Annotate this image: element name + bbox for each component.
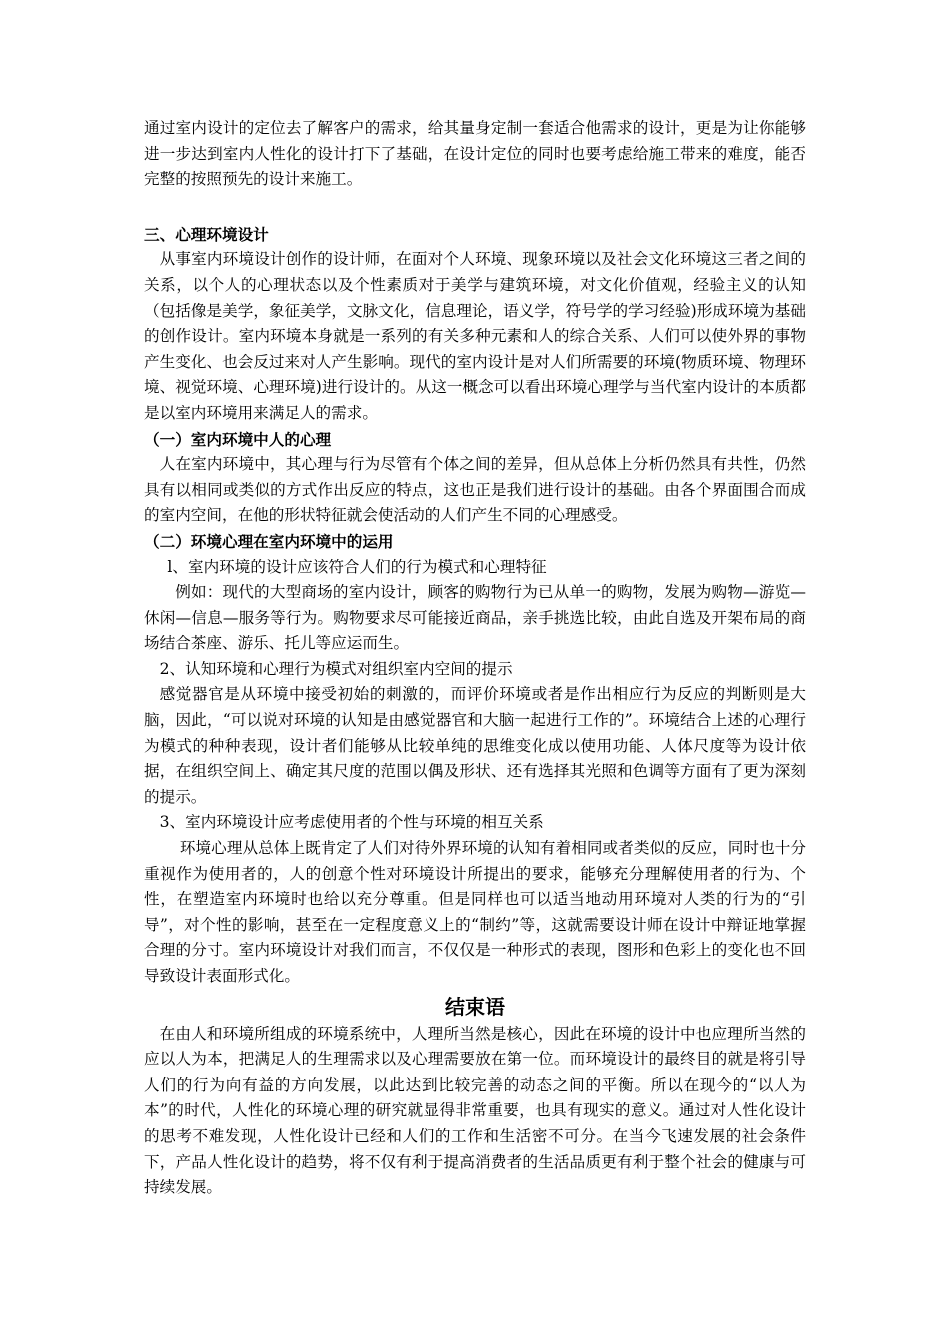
document-body	[144, 116, 806, 1201]
conclusion-heading: 结束语	[445, 994, 505, 1019]
subsection-heading-1: （一）室内环境中人的心理	[144, 429, 332, 449]
conclusion-paragraph: 在由人和环境所组成的环境系统中，人理所当然是核心，因此在环境的设计中也应理所当然的应以人为本，把满足人的生理需求以及心理需要放在第一位。而环境设计的最终目的就是将引导人们的行为向有益的方向发展，以此达到比较完善的动态之间的平衡。所以在现今的“以人为本”的时代，人性化的环境心理的研究就显得非常重要，也具有现实的意义。通过对人性化设计的思考不难发现，人性化设计已经和人们的工作和生活密不可分。在当今飞速发展的社会条件下，产品人性化设计的趋势，将不仅有利于提高消费者的生活品质更有利于整个社会的健康与可持续发展。	[144, 1024, 806, 1197]
section-paragraph-psych-environment: 从事室内环境设计创作的设计师，在面对个人环境、现象环境以及社会文化环境这三者之间的关系，以个人的心理状态以及个性素质对于美学与建筑环境，对文化价值观，经验主义的认知（包括像是美学，象征美学，文脉文化，信息理论，语义学，符号学的学习经验)形成环境为基础的创作设计。室内环境本身就是一系列的有关多种元素和人的综合关系、人们可以使外界的事物产生变化、也会反过来对人产生影响。现代的室内设计是对人们所需要的环境(物质环境、物理环境、视觉环境、心理环境)进行设计的。从这一概念可以看出环境心理学与当代室内设计的本质都是以室内环境用来满足人的需求。	[144, 250, 806, 422]
subsection-paragraph-1: 人在室内环境中，其心理与行为尽管有个体之间的差异，但从总体上分析仍然具有共性，仍然具有以相同或类似的方式作出反应的特点，这也正是我们进行设计的基础。由各个界面围合而成的室内空间，在他的形状特征就会使活动的人们产生不同的心理感受。	[144, 455, 806, 525]
list-item-paragraph-3: 环境心理从总体上既肯定了人们对待外界环境的认知有着相同或者类似的反应，同时也十分重视作为使用者的，人的创意个性对环境设计所提出的要求，能够充分理解使用者的行为、个性，在塑造室内环境时也给以充分尊重。但是同样也可以适当地动用环境对人类的行为的“引导”，对个性的影响，甚至在一定程度意义上的“制约”等，这就需要设计师在设计中辩证地掌握合理的分寸。室内环境设计对我们而言，不仅仅是一种形式的表现，图形和色彩上的变化也不回导致设计表面形式化。	[144, 839, 806, 985]
list-item-paragraph-2: 感觉器官是从环境中接受初始的刺激的，而评价环境或者是作出相应行为反应的判断则是大脑，因此，“可以说对环境的认知是由感觉器官和大脑一起进行工作的”。环境结合上述的心理行为模式的种种表现，设计者们能够从比较单纯的思维变化成以使用功能、人体尺度等为设计依据，在组织空间上、确定其尺度的范围以偶及形状、还有选择其光照和色调等方面有了更为深刻的提示。	[144, 685, 806, 806]
section-heading-psych-environment: 三、心理环境设计	[144, 224, 269, 244]
list-item-title-2: 2、认知环境和心理行为模式对组织室内空间的提示	[159, 659, 513, 678]
list-item-paragraph-1: 例如：现代的大型商场的室内设计，顾客的购物行为已从单一的购物，发展为购物—游览—休闲—信息—服务等行为。购物要求尽可能接近商品，亲手挑选比较，由此自选及开架布局的商场结合茶座、游乐、托儿等应运而生。	[144, 583, 806, 653]
list-item-title-3: 3、室内环境设计应考虑使用者的个性与环境的相互关系	[159, 813, 544, 832]
paragraph-gap	[144, 193, 806, 222]
list-item-title-1: l、室内环境的设计应该符合人们的行为模式和心理特征	[167, 557, 547, 576]
subsection-heading-2: （二）环境心理在室内环境中的运用	[144, 531, 394, 551]
intro-paragraph: 通过室内设计的定位去了解客户的需求，给其量身定制一套适合他需求的设计，更是为让你能够进一步达到室内人性化的设计打下了基础，在设计定位的同时也要考虑给施工带来的难度，能否完整的按照预先的设计来施工。	[144, 119, 806, 189]
